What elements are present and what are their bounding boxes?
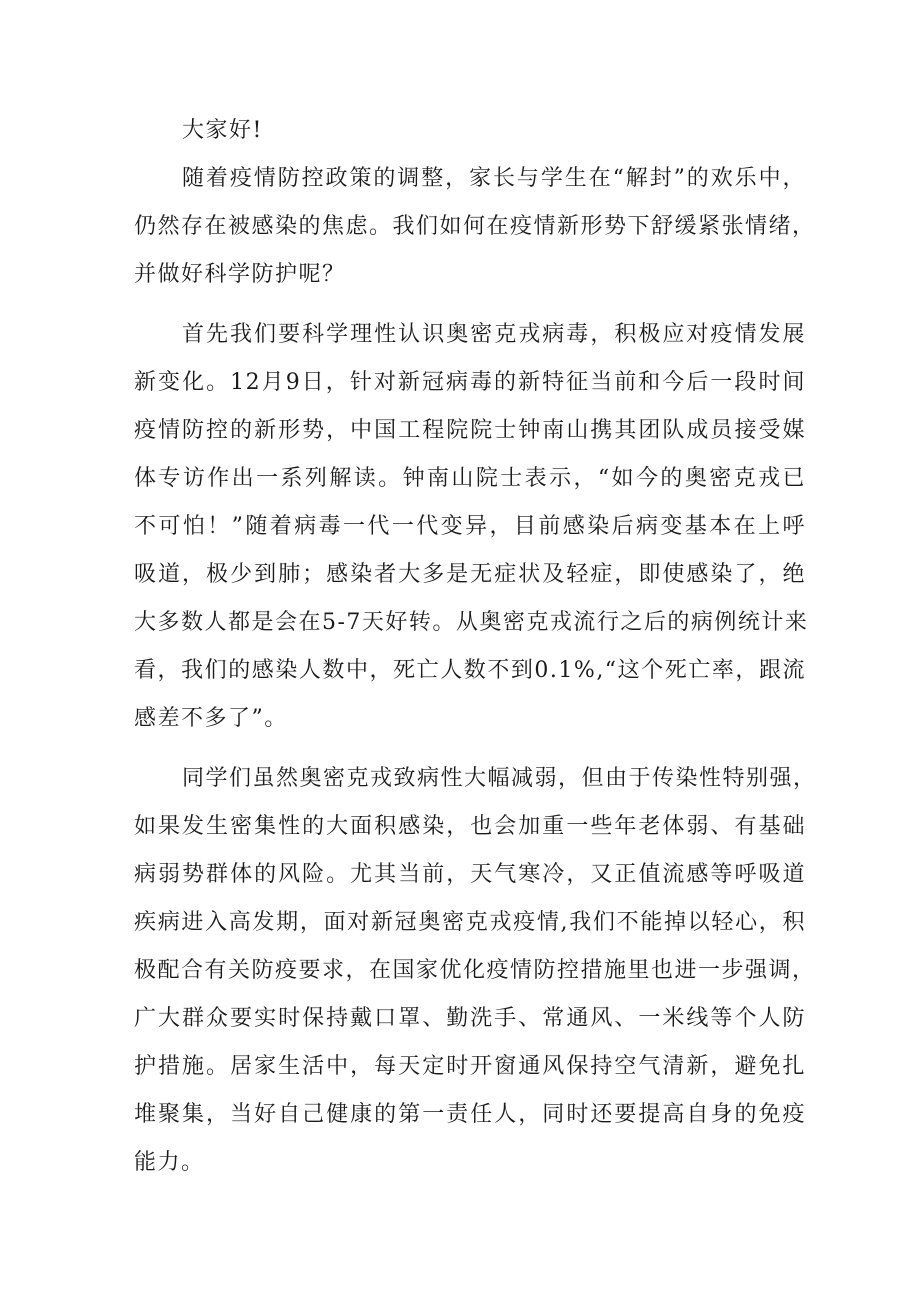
paragraph-line: 能力。 xyxy=(134,1150,205,1175)
paragraph-3 xyxy=(134,755,817,1187)
paragraph-line: 随着疫情防控政策的调整，家长与学生在“解封”的欢乐中， xyxy=(182,166,806,191)
paragraph-line: 看，我们的感染人数中，死亡人数不到0.1%,“这个死亡率，跟流 xyxy=(134,658,806,683)
paragraph-line: 首先我们要科学理性认识奥密克戎病毒，积极应对疫情发展 xyxy=(182,322,806,347)
paragraph-line: 广大群众要实时保持戴口罩、勤洗手、常通风、一米线等个人防 xyxy=(134,1006,806,1031)
paragraph-line: 吸道，极少到肺；感染者大多是无症状及轻症，即使感染了，绝 xyxy=(134,562,806,587)
greeting-line: 大家好! xyxy=(182,118,263,143)
document-body xyxy=(134,107,817,1187)
paragraph-line: 如果发生密集性的大面积感染，也会加重一些年老体弱、有基础 xyxy=(134,814,806,839)
paragraph-1 xyxy=(134,155,816,299)
paragraph-line: 大多数人都是会在5-7天好转。从奥密克戎流行之后的病例统计来 xyxy=(134,610,809,635)
paragraph-line: 护措施。居家生活中，每天定时开窗通风保持空气清新，避免扎 xyxy=(134,1054,806,1079)
paragraph-line: 感差不多了”。 xyxy=(134,706,288,731)
paragraph-line: 新变化。12月9日，针对新冠病毒的新特征当前和今后一段时间 xyxy=(134,370,806,395)
paragraph-line: 极配合有关防疫要求，在国家优化疫情防控措施里也进一步强调， xyxy=(134,958,816,983)
paragraph-line: 仍然存在被感染的焦虑。我们如何在疫情新形势下舒缓紧张情绪， xyxy=(134,214,816,239)
paragraph-2 xyxy=(134,311,809,743)
paragraph-gap xyxy=(134,299,806,311)
paragraph-line: 同学们虽然奥密克戎致病性大幅减弱，但由于传染性特别强， xyxy=(182,766,817,791)
paragraph-line: 疾病进入高发期，面对新冠奥密克戎疫情,我们不能掉以轻心，积 xyxy=(134,910,806,935)
paragraph-gap xyxy=(134,743,806,755)
paragraph-line: 堆聚集，当好自己健康的第一责任人，同时还要提高自身的免疫 xyxy=(134,1102,806,1127)
paragraph-line: 不可怕！”随着病毒一代一代变异，目前感染后病变基本在上呼 xyxy=(134,514,806,539)
paragraph-line: 病弱势群体的风险。尤其当前，天气寒冷，又正值流感等呼吸道 xyxy=(134,862,806,887)
paragraph-line: 体专访作出一系列解读。钟南山院士表示，“如今的奥密克戎已 xyxy=(134,466,806,491)
paragraph-line: 疫情防控的新形势，中国工程院院士钟南山携其团队成员接受媒 xyxy=(134,418,806,443)
paragraph-line: 并做好科学防护呢？ xyxy=(134,262,346,287)
